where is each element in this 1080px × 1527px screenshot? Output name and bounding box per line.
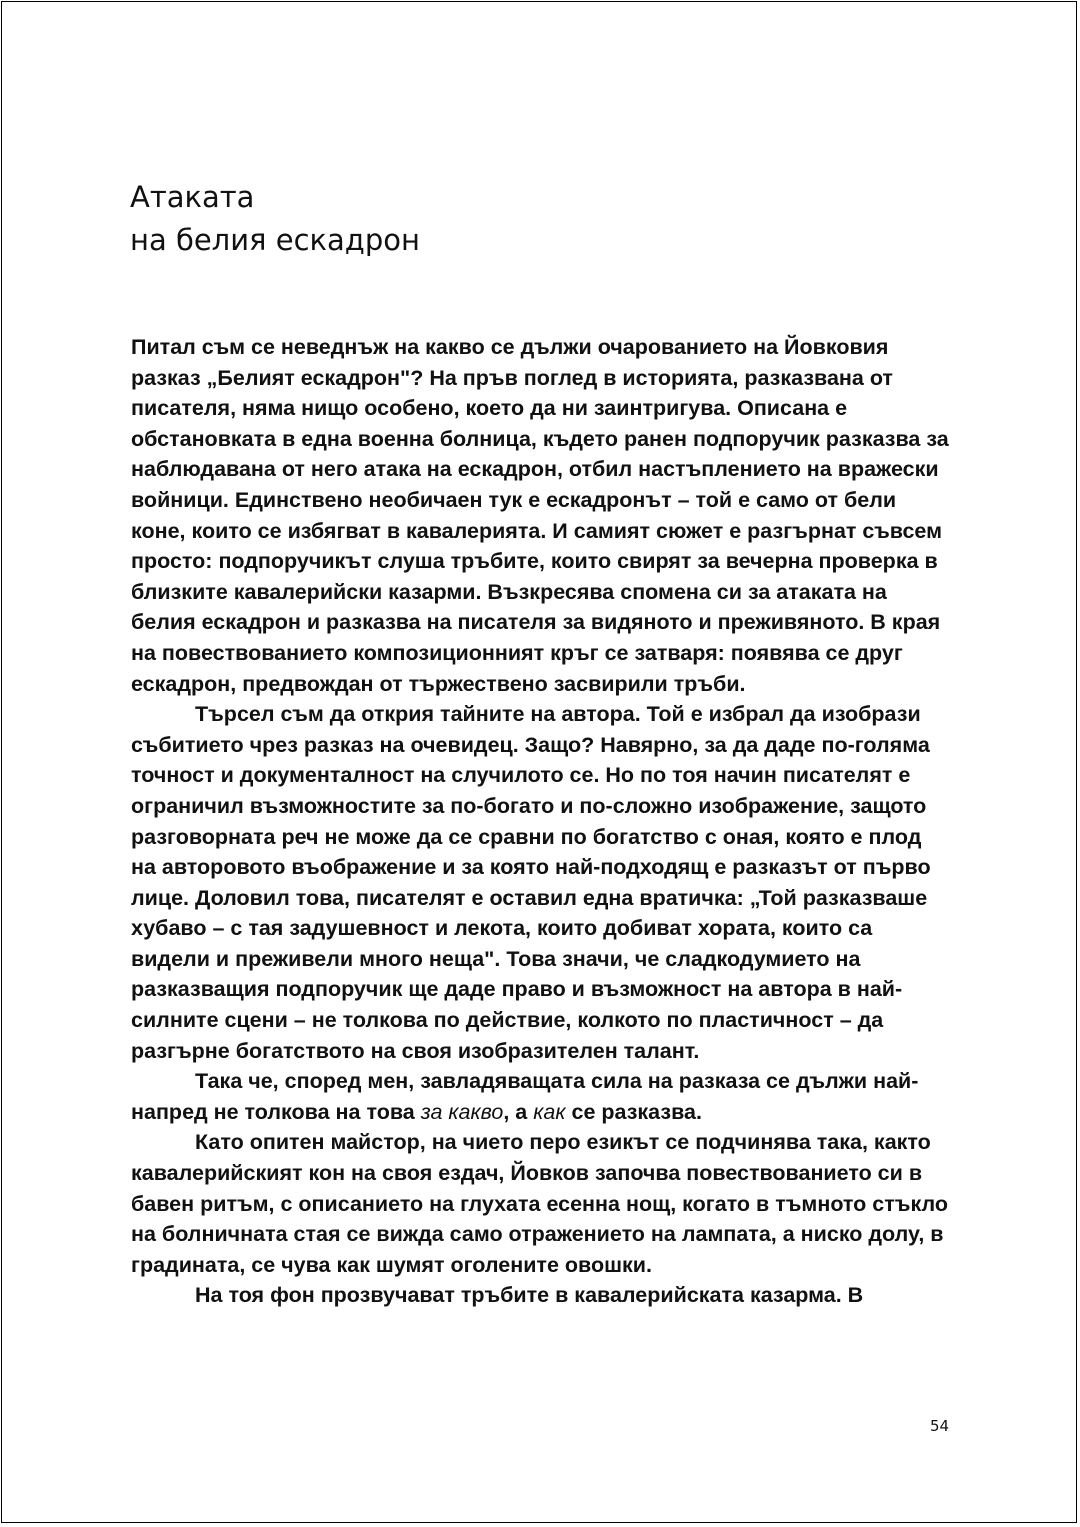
paragraph-1: Питал съм се неведнъж на какво се дължи очарованието на Йовковия разказ „Белият ескадрон"? На пръв поглед в историята, разказвана от писателя, няма нищо особено, което да ни заинтригува. Описана е обстановката в една военна болница, където ранен подпоручик разказва за наблюдавана от него атака на ескадрон, отбил настъплението на вражески войници. Единствено необичаен тук е ескадронът – той е само от бели коне, които се избягват в кавалерията. И самият сюжет е разгърнат съвсем просто: подпоручикът слуша тръбите, които свирят за вечерна проверка в близките кавалерийски казарми. Възкресява спомена си за атаката на белия ескадрон и разказва на писателя за видяното и преживяното. В края на повествованието композиционният кръг се затваря: появява се друг ескадрон, предвождан от тържествено засвирили тръби. (131, 335, 949, 696)
chapter-title-line-1: Атаката (130, 180, 255, 214)
emphasis-za-kakvo: за какво (420, 1099, 504, 1124)
body-text (131, 332, 951, 1311)
chapter-title-line-2: на белия ескадрон (130, 223, 420, 257)
paragraph-3-mid: , а (503, 1099, 534, 1124)
paragraph-3 (131, 1066, 951, 1127)
paragraph-5: На тоя фон прозвучават тръбите в кавалерийската казарма. В (195, 1283, 864, 1308)
chapter-title (130, 176, 420, 262)
page-number: 54 (930, 1417, 950, 1435)
page (1, 1, 1077, 1523)
paragraph-3-end: се разказва. (565, 1099, 702, 1124)
paragraph-2: Търсел съм да открия тайните на автора. Той е избрал да изобрази събитието чрез разказ на очевидец. Защо? Навярно, за да даде по-голяма точност и документалност на случилото се. Но по тоя начин писателят е ограничил възможностите за по-богато и по-сложно изображение, защото разговорната реч не може да се сравни по богатство с оная, която е плод на авторовото въображение и за която най-подходящ е разказът от първо лице. Доловил това, писателят е оставил една вратичка: „Той разказваше хубаво – с тая задушевност и лекота, които добиват хората, които са видели и преживели много неща". Това значи, че сладкодумието на разказващия подпоручик ще даде право и възможност на автора в най-силните сцени – не толкова по действие, колкото по пластичност – да разгърне богатството на своя изобразителен талант. (131, 702, 931, 1063)
emphasis-kak: как (533, 1099, 566, 1124)
paragraph-4: Като опитен майстор, на чието перо езикът се подчинява така, както кавалерийският кон на своя ездач, Йовков започва повествованието си в бавен ритъм, с описанието на глухата есенна нощ, когато в тъмното стъкло на болничната стая се вижда само отражението на лампата, а ниско долу, в градината, се чува как шумят оголените овошки. (131, 1130, 948, 1277)
paragraph-3-start: Така че, според мен, завладяващата сила на разказа се дължи най-напред не толкова на това (131, 1069, 919, 1124)
